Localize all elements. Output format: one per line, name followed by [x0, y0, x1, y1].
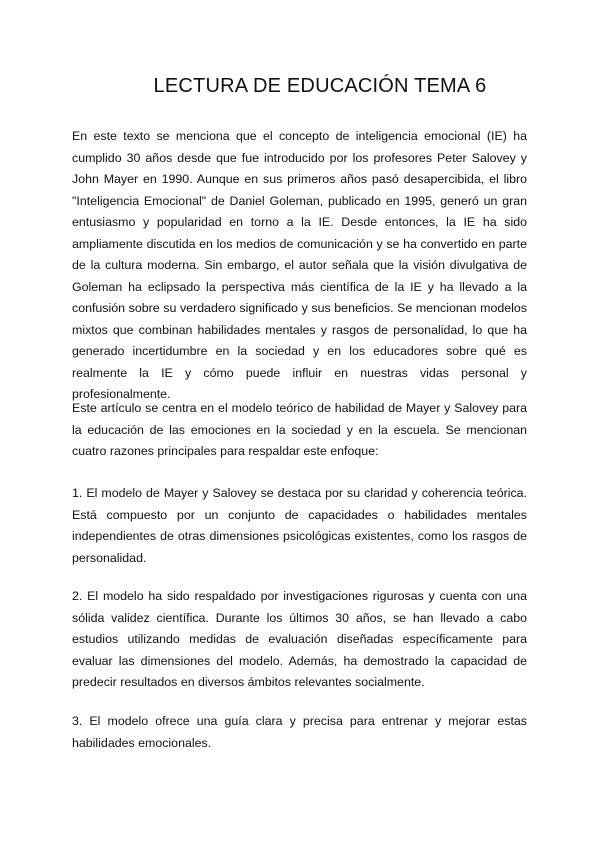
- paragraph-intro: En este texto se menciona que el concepto de inteligencia emocional (IE) ha cumplido 30 años desde que fue introducido por los profesores Peter Salovey y John Mayer en 1990. Aunque en sus primeros años pasó desapercibida, el libro "Inteligencia Emocional" de Daniel Goleman, publicado en 1995, generó un gran entusiasmo y popularidad en torno a la IE. Desde entonces, la IE ha sido ampliamente discutida en los medios de comunicación y se ha convertido en parte de la cultura moderna. Sin embargo, el autor señala que la visión divulgativa de Goleman ha eclipsado la perspectiva más científica de la IE y ha llevado a la confusión sobre su verdadero significado y sus beneficios. Se mencionan modelos mixtos que combinan habilidades mentales y rasgos de personalidad, lo que ha generado incertidumbre en la sociedad y en los educadores sobre qué es realmente la IE y cómo puede influir en nuestras vidas personal y profesionalmente.: [72, 129, 527, 401]
- paragraph-reason-2: 2. El modelo ha sido respaldado por investigaciones rigurosas y cuenta con una sólida validez científica. Durante los últimos 30 años, se han llevado a cabo estudios utilizando medidas de evaluación diseñadas específicamente para evaluar las dimensiones del modelo. Además, ha demostrado la capacidad de predecir resultados en diversos ámbitos relevantes socialmente.: [72, 589, 527, 689]
- document-title: LECTURA DE EDUCACIÓN TEMA 6: [153, 75, 487, 97]
- paragraph-reason-1: 1. El modelo de Mayer y Salovey se destaca por su claridad y coherencia teórica. Está compuesto por un conjunto de capacidades o habilidades mentales independientes de otras dimensiones psicológicas existentes, como los rasgos de personalidad.: [72, 486, 527, 565]
- paragraph-focus: Este artículo se centra en el modelo teórico de habilidad de Mayer y Salovey para la educación de las emociones en la sociedad y en la escuela. Se mencionan cuatro razones principales para respaldar este enfoque:: [72, 401, 527, 458]
- paragraph-reason-3: 3. El modelo ofrece una guía clara y precisa para entrenar y mejorar estas habilidades emocionales.: [72, 714, 527, 750]
